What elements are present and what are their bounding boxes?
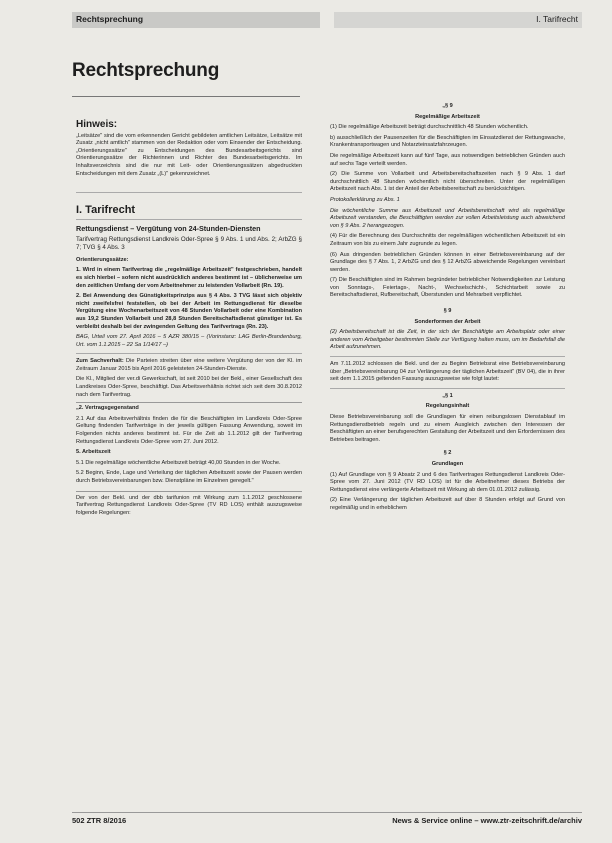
header-right-bar xyxy=(334,12,582,28)
page-title: Rechtsprechung xyxy=(72,60,220,81)
orientation-title: Orientierungssätze: xyxy=(76,256,129,263)
quote-end-separator xyxy=(330,356,565,357)
par9-clause-1: (1) Die regelmäßige Arbeitszeit beträgt durchschnittlich 48 Stunden wöchentlich. xyxy=(330,124,529,131)
facts-paragraph-1: Die Parteien streiten über eine weitere Vergütung der von der Kl. im Zeitraum Januar 2015 bis April 2016 geleisteten 24-Stunden-Dienste. xyxy=(76,358,302,372)
protocol-heading: Protokollerklärung zu Abs. 1 xyxy=(330,196,400,203)
case-title: Rettungsdienst – Vergütung von 24-Stunden-Diensten xyxy=(76,223,261,233)
par9-clause-4: (2) Die Summe von Vollarbeit und Arbeitsbereitschaftszeiten nach § 9 Abs. 1 darf durchschnittlich 48 Stunden wöchentlich nicht überschreiten. Unter der regelmäßigen Arbeitszeit nach Abs. 1 ist der Anteil der Arbeitsbereitschaft zu berücksichtigen. xyxy=(330,171,565,193)
header-left-bar xyxy=(72,12,320,28)
orientation-sentence-2: 2. Bei Anwendung des Günstigkeitsprinzips aus § 4 Abs. 3 TVG lässt sich objektiv nicht zweifelsfrei feststellen, ob bei der Arbeit im Rettungsdienst für dieselbe Vergütung eine Wochenarbeitszeit von 48 Stunden Vollarbeit oder eine Kombination aus 19,2 Stunden Vollarbeit und 28,8 Stunden Bereitschaftsdienst günstiger ist. Es verbleibt deshalb bei der zwingenden Geltung des Tarifvertrags (Rn. 23). xyxy=(76,293,302,330)
orientation-sentence-1: 1. Wird in einem Tarifvertrag die „regelmäßige Arbeitszeit" festgeschrieben, handelt es sich hierbei – sofern nicht ausdrücklich anderes bestimmt ist – üblicherweise um den zeitlichen Umfang der vom Arbeitnehmer zu leistenden Vollarbeit (Rn. 19). xyxy=(76,267,302,289)
title-rule xyxy=(72,96,300,97)
par2-clause-1: (1) Auf Grundlage von § 9 Absatz 2 und 6 des Tarifvertrages Rettungsdienst Landkreis Oder-Spree vom 27. Juni 2012 (TV RD LOS) ist für die Arbeitnehmer dieses Betriebs der Rettungsdienst eine verlängerte Arbeitszeit mit Wirkung ab dem 01.01.2012 zulässig. xyxy=(330,471,565,493)
par9-subtitle: Regelmäßige Arbeitszeit xyxy=(415,113,480,120)
quote-subheading: 5. Arbeitszeit xyxy=(76,449,111,456)
facts-paragraph-3: Der von der Bekl. und der dbb tarifunion mit Wirkung zum 1.1.2012 geschlossene Tarifvertrag Rettungsdienst Landkreis Oder-Spree (TV RD LOS) enthält auszugsweise folgende Regelungen: xyxy=(76,494,302,516)
section-heading: I. Tarifrecht xyxy=(76,204,136,217)
par1-subtitle: Regelungsinhalt xyxy=(425,403,470,410)
citation-separator xyxy=(76,353,302,354)
par1-text: Diese Betriebsvereinbarung soll die Grundlagen für einen reibungslosen Dienstablauf im Rettungsdienstbetrieb regeln und zu einem Ausgleich zwischen den Interessen der Beschäftigten an einer berufsgerechten Gestaltung der Arbeitszeit und den Erfordernissen des Betriebes beitragen. xyxy=(330,414,565,443)
par9b-title: § 9 xyxy=(443,308,452,315)
works-agreement-intro: Am 7.11.2012 schlossen die Bekl. und der zu Beginn Betriebsrat eine Betriebsvereinbarung über „Betriebsvereinbarung 04 zur Verlängerung der täglichen Arbeitszeit" (BV 04), die in ihrer seit dem 1.1.2015 geltenden Fassung auszugsweise wie folgt lautet: xyxy=(330,361,565,383)
quote-clause-b: 5.1 Die regelmäßige wöchentliche Arbeitszeit beträgt 40,00 Stunden in der Woche. xyxy=(76,459,281,466)
protocol-text-4: (7) Die Beschäftigten sind im Rahmen begründeter betrieblicher Notwendigkeiten zur Leistung von Sonntags-, Feiertags-, Nacht-, Wechselschicht-, Schichtarbeit sowie zu Bereitschaftsdienst, Rufbereitschaft, Überstunden und Mehrarbeit verpflichtet. xyxy=(330,277,565,299)
par1-title: „§ 1 xyxy=(442,392,453,399)
par9-title: „§ 9 xyxy=(442,103,453,109)
footer-page-number: 502 ZTR 8/2016 xyxy=(72,816,127,825)
par9b-clause-1: (2) Arbeitsbereitschaft ist die Zeit, in der sich der Beschäftigte am Arbeitsplatz oder einer anderen vom Arbeitgeber bestimmten Stelle zur Verfügung halten muss, um im Bedarfsfall die Arbeit aufzunehmen. xyxy=(330,329,565,351)
quote-clause-c: 5.2 Beginn, Ende, Lage und Verteilung der täglichen Arbeitszeit sowie der Pausen werden durch Betriebsvereinbarungen bzw. Dienstpläne im Einzelnen geregelt." xyxy=(76,470,302,484)
footer-url: News & Service online – www.ztr-zeitschrift.de/archiv xyxy=(392,816,582,825)
facts-lead: Zum Sachverhalt: xyxy=(76,358,124,365)
par9-clause-3: Die regelmäßige Arbeitszeit kann auf fünf Tage, aus notwendigen betrieblichen Gründen auch auf sechs Tage verteilt werden. xyxy=(330,152,565,167)
protocol-text-3: (6) Aus dringenden betrieblichen Gründen können in einer Betriebsvereinbarung auf der Grundlage des § 7 Abs. 1, 2 ArbZG und des § 12 ArbZG abweichende Regelungen vereinbart werden. xyxy=(330,251,565,273)
hinweis-separator xyxy=(76,192,302,193)
page-footer xyxy=(72,812,582,827)
facts-paragraph-2: Die Kl., Mitglied der ver.di Gewerkschaft, ist seit 2010 bei der Bekl., einer Gesellschaft des Landkreises Oder-Spree, beschäftigt. Das Arbeitsverhältnis richtet sich seit dem 30.8.2012 nach dem Tarifvertrag. xyxy=(76,376,302,398)
protocol-text-2: (4) Für die Berechnung des Durchschnitts der regelmäßigen wöchentlichen Arbeitszeit ist ein Zeitraum von bis zu einem Jahr zugrunde zu legen. xyxy=(330,233,565,247)
header-left-text: Rechtsprechung xyxy=(76,14,144,24)
works-agreement-separator xyxy=(330,388,565,389)
header-right-text: I. Tarifrecht xyxy=(536,14,578,24)
par9-clause-2: b) ausschließlich der Pausenzeiten für die Beschäftigten im Einsatzdienst der Rettungswache, Krankentransportwagen und Notarzteinsatzfahrzeugen. xyxy=(330,134,565,149)
section-separator xyxy=(76,219,302,220)
par2-subtitle: Grundlagen xyxy=(431,460,464,467)
contract-quote xyxy=(76,402,302,491)
decision-citation: BAG, Urteil vom 27. April 2016 – 5 AZR 380/15 – (Vorinstanz: LAG Berlin-Brandenburg, Urt. vom 1.1.2015 – 22 Sa 1/14/17 –) xyxy=(76,334,302,348)
running-header xyxy=(72,12,582,28)
protocol-text-1: Die wöchentliche Summe aus Arbeitszeit und Arbeitsbereitschaft wird als regelmäßige Arbeitszeit verstanden, die Beschäftigten werden zur vollen Arbeitsleistung auch abweichend von § 9 Abs. 2 herangezogen. xyxy=(330,207,565,229)
hinweis-text: „Leitsätze" sind die vom erkennenden Gericht gebildeten amtlichen Leitsätze, Leitsätze mit Zusatz „nicht amtlich" stammen von der Redaktion oder vom Einsender der Entscheidung. „Orientierungssätze" zu Entscheidungen des Bundesarbeitsgerichts sind Orientierungssätze der Richterinnen und Richter des Bundesarbeitsgerichts. Im Inhaltsverzeichnis sind die nur mit Leit- oder Orientierungssätzen abgedruckten Entscheidungen mit dem Zusatz „(L)" gekennzeichnet. xyxy=(76,132,302,177)
right-column xyxy=(330,103,565,516)
par9b-subtitle: Sonderformen der Arbeit xyxy=(414,318,481,325)
par2-clause-2: (2) Eine Verlängerung der täglichen Arbeitszeit auf über 8 Stunden erfolgt auf Grund von regelmäßig und in erheblichem xyxy=(330,497,565,511)
case-norms: Tarifvertrag Rettungsdienst Landkreis Oder-Spree § 9 Abs. 1 und Abs. 2; ArbZG § 7; TVG § 4 Abs. 3 xyxy=(76,235,302,251)
left-column xyxy=(76,103,302,520)
quote-clause-a: 2.1 Auf das Arbeitsverhältnis finden die für die Beschäftigten im Landkreis Oder-Spree Geltung findenden Tarifverträge in der jeweils gültigen Fassung Anwendung, soweit im Folgenden nichts anderes bestimmt ist. Für die Zeit ab 1.1.2012 gilt der Tarifvertrag Rettungsdienst Landkreis Oder-Spree vom 27. Juni 2012. xyxy=(76,415,302,445)
hinweis-title: Hinweis: xyxy=(76,119,118,130)
par2-title: § 2 xyxy=(443,450,452,457)
quote-heading: „2. Vertragsgegenstand xyxy=(76,405,139,412)
